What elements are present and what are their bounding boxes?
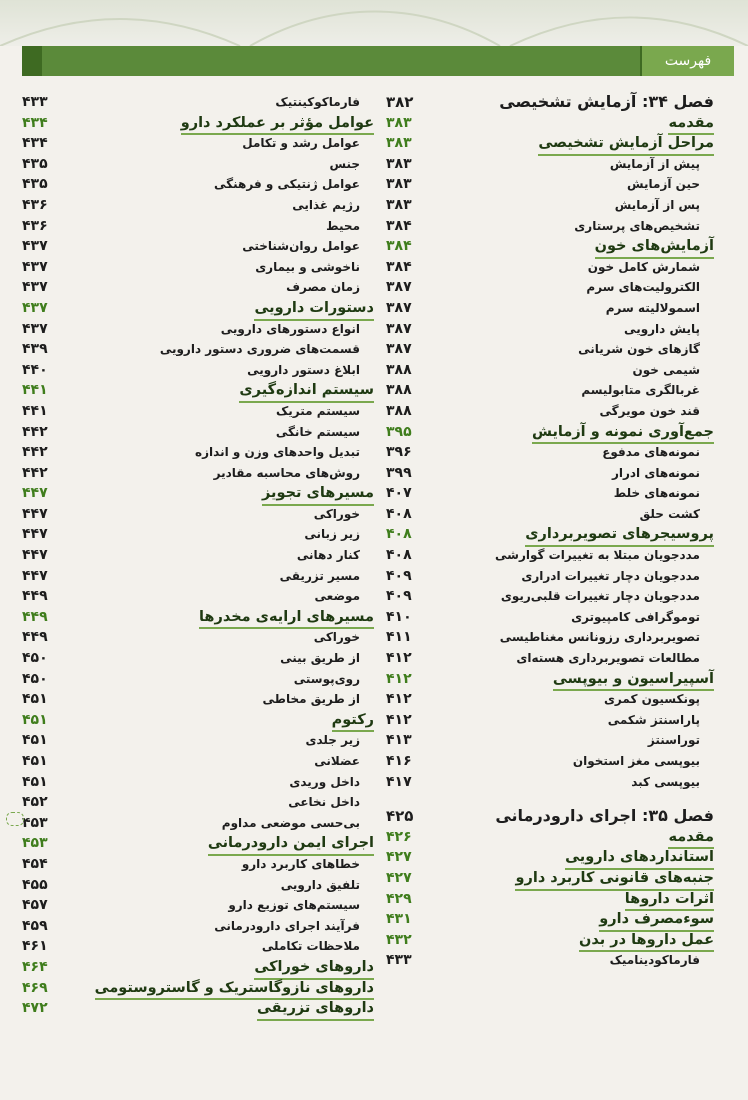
toc-page-number: ۴۵۹: [22, 917, 48, 934]
toc-entry-title: فرآیند اجرای دارودرمانی: [214, 918, 360, 933]
toc-entry-title: الکترولیت‌های سرم: [586, 280, 700, 295]
toc-page-number: ۴۳۷: [22, 320, 48, 337]
toc-entry-title: عوامل روان‌شناختی: [242, 239, 360, 254]
toc-page-number: ۴۱۲: [386, 670, 412, 687]
toc-item-row: [22, 854, 374, 875]
toc-page-number: ۴۳۷: [22, 238, 48, 255]
toc-item-row: [386, 401, 714, 422]
toc-entry-title: فارماکودینامیک: [609, 953, 700, 968]
toc-page-number: ۳۸۴: [386, 217, 412, 234]
toc-entry-title: تشخیص‌های پرستاری: [574, 218, 700, 233]
toc-page-number: ۴۱۲: [386, 691, 412, 708]
toc-item-row: [22, 504, 374, 525]
toc-page-number: ۴۱۳: [386, 732, 412, 749]
toc-page-number: ۴۵۱: [22, 773, 48, 790]
toc-section-row: [22, 380, 374, 401]
toc-item-row: [22, 648, 374, 669]
toc-entry-title: پایش دارویی: [624, 321, 700, 336]
toc-entry-title: استانداردهای دارویی: [565, 847, 714, 870]
toc-section-row: [386, 847, 714, 868]
toc-entry-title: داخل وریدی: [289, 774, 360, 789]
toc-entry-title: مددجویان دچار تغییرات ادراری: [521, 568, 700, 583]
toc-entry-title: مسیر تزریقی: [279, 568, 360, 583]
toc-entry-title: مسیرهای ارایه‌ی مخدرها: [199, 607, 374, 630]
toc-entry-title: عوامل ژنتیکی و فرهنگی: [214, 177, 360, 192]
toc-item-row: [386, 689, 714, 710]
toc-page-number: ۴۱۲: [386, 711, 412, 728]
toc-page-number: ۴۵۰: [22, 650, 48, 667]
toc-entry-title: سیستم خانگی: [275, 424, 360, 439]
toc-page-number: ۴۳۳: [386, 952, 412, 969]
toc-entry-title: مددجویان مبتلا به تغییرات گوارشی: [495, 548, 700, 563]
toc-entry-title: پیش از آزمایش: [609, 156, 700, 171]
toc-entry-title: پس از آزمایش: [614, 197, 700, 212]
toc-entry-title: پاراسنتز شکمی: [607, 712, 700, 727]
toc-page-number: ۴۰۷: [386, 485, 412, 502]
toc-section-row: [22, 607, 374, 628]
toc-entry-title: نمونه‌های مدفوع: [602, 445, 700, 460]
toc-section-row: [22, 957, 374, 978]
toc-item-row: [22, 133, 374, 154]
toc-section-row: [386, 930, 714, 951]
toc-section-row: [22, 978, 374, 999]
toc-page-number: ۴۰۹: [386, 567, 412, 584]
toc-page-number: ۴۷۲: [22, 1000, 48, 1017]
toc-page-number: ۴۴۰: [22, 361, 48, 378]
toc-page-number: ۳۸۴: [386, 238, 412, 255]
toc-section-row: [386, 524, 714, 545]
toc-page-number: ۴۲۹: [386, 890, 412, 907]
toc-page-number: ۳۸۳: [386, 114, 412, 131]
toc-entry-title: توموگرافی کامپیوتری: [571, 609, 700, 624]
toc-page-number: ۴۴۷: [22, 567, 48, 584]
toc-item-row: [386, 751, 714, 772]
toc-section-row: [22, 998, 374, 1019]
toc-page-number: ۴۱۲: [386, 650, 412, 667]
toc-item-row: [22, 257, 374, 278]
toc-entry-title: تصویربرداری رزونانس مغناطیسی: [499, 630, 700, 645]
toc-item-row: [22, 669, 374, 690]
toc-item-row: [386, 339, 714, 360]
page-title: فهرست: [664, 53, 712, 69]
toc-page-number: ۴۴۲: [22, 423, 48, 440]
toc-page-number: ۴۳۷: [22, 299, 48, 316]
toc-entry-title: پونکسیون کمری: [603, 692, 700, 707]
toc-section-row: [386, 133, 714, 154]
toc-page-number: ۴۴۹: [22, 588, 48, 605]
toc-entry-title: سیستم اندازه‌گیری: [239, 380, 374, 403]
toc-item-row: [22, 875, 374, 896]
toc-item-row: [22, 463, 374, 484]
toc-page-number: ۳۹۹: [386, 464, 412, 481]
toc-entry-title: عمل داروها در بدن: [579, 930, 714, 953]
toc-page-number: ۳۸۳: [386, 135, 412, 152]
toc-item-row: [22, 689, 374, 710]
toc-item-row: [22, 813, 374, 834]
toc-page-number: ۳۸۷: [386, 341, 412, 358]
margin-mark: [6, 812, 24, 826]
toc-page-number: ۴۶۹: [22, 979, 48, 996]
toc-page-number: ۴۵۳: [22, 835, 48, 852]
toc-page-number: ۳۸۷: [386, 279, 412, 296]
toc-entry-title: از طریق مخاطی: [262, 692, 360, 707]
toc-item-row: [386, 566, 714, 587]
toc-page-number: ۴۴۷: [22, 485, 48, 502]
toc-right-column: [386, 92, 714, 971]
toc-item-row: [386, 442, 714, 463]
toc-page-number: ۴۵۱: [22, 691, 48, 708]
toc-item-row: [386, 504, 714, 525]
toc-page-number: ۴۲۷: [386, 849, 412, 866]
toc-page-number: ۳۸۷: [386, 299, 412, 316]
toc-entry-title: زیر جلدی: [305, 733, 360, 748]
toc-entry-title: شیمی خون: [632, 362, 700, 377]
toc-entry-title: موضعی: [314, 589, 360, 604]
toc-entry-title: رژیم غذایی: [292, 197, 360, 212]
toc-section-row: [22, 483, 374, 504]
toc-page-number: ۴۰۹: [386, 588, 412, 605]
toc-entry-title: کنار دهانی: [296, 548, 360, 563]
toc-page-number: ۳۹۵: [386, 423, 412, 440]
toc-entry-title: مطالعات تصویربرداری هسته‌ای: [516, 651, 700, 666]
toc-section-row: [22, 710, 374, 731]
toc-page-number: ۳۸۷: [386, 320, 412, 337]
toc-item-row: [386, 730, 714, 751]
toc-entry-title: قند خون مویرگی: [599, 403, 700, 418]
toc-item-row: [386, 545, 714, 566]
toc-page-number: ۴۶۴: [22, 958, 48, 975]
toc-page-number: ۴۵۷: [22, 897, 48, 914]
toc-page-number: ۳۸۸: [386, 382, 412, 399]
toc-entry-title: زیر زبانی: [304, 527, 360, 542]
toc-entry-title: اسمولالیته سرم: [605, 300, 700, 315]
toc-entry-title: اثرات داروها: [625, 889, 714, 912]
toc-item-row: [22, 216, 374, 237]
toc-entry-title: خوراکی: [313, 630, 360, 645]
toc-page-number: ۳۸۳: [386, 176, 412, 193]
toc-item-row: [22, 277, 374, 298]
toc-section-row: [22, 113, 374, 134]
toc-item-row: [386, 607, 714, 628]
toc-page-number: ۳۸۸: [386, 402, 412, 419]
toc-item-row: [22, 936, 374, 957]
toc-section-row: [386, 909, 714, 930]
toc-item-row: [386, 319, 714, 340]
toc-page-number: ۴۲۷: [386, 869, 412, 886]
toc-entry-title: محیط: [326, 218, 360, 233]
toc-page-number: ۴۵۲: [22, 794, 48, 811]
toc-section-row: [386, 422, 714, 443]
toc-chapter-row: [386, 806, 714, 827]
toc-item-row: [22, 524, 374, 545]
header-title-box: [640, 46, 734, 76]
toc-page-number: ۴۳۵: [22, 176, 48, 193]
toc-entry-title: جنبه‌های قانونی کاربرد دارو: [515, 868, 714, 891]
toc-item-row: [22, 772, 374, 793]
toc-page-number: ۴۴۹: [22, 608, 48, 625]
toc-entry-title: آزمایش‌های خون: [595, 236, 714, 259]
toc-page-number: ۴۳۶: [22, 217, 48, 234]
toc-item-row: [386, 950, 714, 971]
toc-item-row: [22, 792, 374, 813]
toc-page-number: ۴۴۷: [22, 526, 48, 543]
toc-entry-title: کشت حلق: [639, 506, 700, 521]
toc-page-number: ۳۹۶: [386, 444, 412, 461]
toc-item-row: [22, 401, 374, 422]
toc-entry-title: توراسنتز: [647, 733, 700, 748]
toc-item-row: [386, 277, 714, 298]
toc-page-number: ۴۴۷: [22, 505, 48, 522]
toc-section-row: [22, 298, 374, 319]
toc-entry-title: اجرای ایمن دارودرمانی: [208, 833, 374, 856]
toc-item-row: [386, 586, 714, 607]
toc-page-number: ۳۸۲: [386, 93, 414, 111]
toc-item-row: [22, 236, 374, 257]
toc-item-row: [386, 463, 714, 484]
toc-page-number: ۴۴۲: [22, 464, 48, 481]
toc-page-number: ۴۵۱: [22, 753, 48, 769]
toc-item-row: [386, 648, 714, 669]
toc-page-number: ۴۴۱: [22, 402, 48, 419]
toc-item-row: [22, 319, 374, 340]
toc-item-row: [386, 483, 714, 504]
toc-spacer: [386, 792, 714, 806]
toc-entry-title: مقدمه: [668, 827, 714, 850]
toc-entry-title: ناخوشی و بیماری: [255, 259, 360, 274]
toc-page-number: ۴۱۶: [386, 753, 412, 769]
toc-item-row: [22, 586, 374, 607]
toc-entry-title: روی‌پوستی: [293, 671, 360, 686]
toc-page-number: ۴۵۱: [22, 732, 48, 749]
toc-entry-title: نمونه‌های خلط: [613, 486, 700, 501]
toc-entry-title: عوامل مؤثر بر عملکرد دارو: [181, 113, 374, 136]
toc-page-number: ۴۰۸: [386, 526, 412, 543]
toc-item-row: [22, 174, 374, 195]
toc-chapter-row: [386, 92, 714, 113]
toc-page-number: ۴۲۵: [386, 807, 414, 826]
toc-item-row: [22, 195, 374, 216]
toc-entry-title: ملاحظات تکاملی: [261, 939, 360, 954]
toc-item-row: [386, 360, 714, 381]
toc-item-row: [22, 92, 374, 113]
toc-entry-title: مقدمه: [668, 113, 714, 136]
toc-entry-title: بیوپسی کبد: [631, 774, 700, 789]
toc-page-number: ۴۳۱: [386, 911, 412, 928]
toc-section-row: [386, 113, 714, 134]
toc-entry-title: مراحل آزمایش تشخیصی: [538, 133, 714, 156]
toc-entry-title: خوراکی: [313, 506, 360, 521]
toc-item-row: [22, 442, 374, 463]
toc-section-row: [386, 669, 714, 690]
toc-entry-title: دستورات دارویی: [254, 298, 374, 321]
toc-page-number: ۴۵۰: [22, 670, 48, 687]
toc-item-row: [22, 422, 374, 443]
toc-page-number: ۴۳۴: [22, 114, 48, 131]
toc-page-number: ۴۶۱: [22, 938, 48, 955]
toc-entry-title: غربالگری متابولیسم: [581, 383, 700, 398]
toc-page-number: ۴۴۱: [22, 382, 48, 399]
header-bar: [22, 46, 734, 76]
toc-item-row: [22, 730, 374, 751]
toc-page-number: ۴۵۱: [22, 711, 48, 728]
toc-item-row: [22, 627, 374, 648]
toc-entry-title: زمان مصرف: [286, 280, 360, 295]
toc-page-number: ۴۳۴: [22, 135, 48, 152]
top-decoration: [0, 0, 748, 46]
toc-entry-title: قسمت‌های ضروری دستور دارویی: [159, 342, 360, 357]
toc-entry-title: رکتوم: [332, 710, 374, 733]
toc-item-row: [386, 174, 714, 195]
toc-entry-title: تلفیق دارویی: [280, 877, 360, 892]
toc-page-number: ۴۳۵: [22, 155, 48, 172]
toc-entry-title: حین آزمایش: [627, 177, 700, 192]
toc-page-number: ۳۸۴: [386, 258, 412, 275]
toc-entry-title: عوامل رشد و تکامل: [242, 136, 360, 151]
toc-item-row: [386, 257, 714, 278]
toc-section-row: [386, 236, 714, 257]
toc-entry-title: مسیرهای تجویز: [262, 483, 374, 506]
toc-entry-title: سیستم متریک: [276, 403, 360, 418]
toc-item-row: [386, 154, 714, 175]
toc-left-column: [22, 92, 374, 1019]
toc-page-number: ۴۳۶: [22, 196, 48, 213]
toc-entry-title: آسپیراسیون و بیوپسی: [553, 669, 714, 692]
toc-entry-title: داروهای نازوگاستریک و گاستروستومی: [95, 978, 374, 1001]
toc-entry-title: مددجویان دچار تغییرات قلبی‌ریوی: [500, 589, 700, 604]
toc-item-row: [22, 545, 374, 566]
toc-section-row: [22, 833, 374, 854]
toc-page-number: ۴۳۲: [386, 931, 412, 948]
toc-item-row: [386, 710, 714, 731]
toc-item-row: [386, 216, 714, 237]
toc-entry-title: از طریق بینی: [280, 651, 360, 666]
toc-entry-title: بی‌حسی موضعی مداوم: [221, 815, 360, 830]
toc-item-row: [22, 360, 374, 381]
toc-entry-title: فصل ۳۵: اجرای دارودرمانی: [495, 806, 714, 826]
toc-section-row: [386, 827, 714, 848]
toc-entry-title: شمارش کامل خون: [587, 259, 700, 274]
toc-item-row: [386, 772, 714, 793]
toc-entry-title: سیستم‌های توزیع دارو: [228, 898, 360, 913]
toc-entry-title: فصل ۳۴: آزمایش تشخیصی: [499, 92, 714, 111]
toc-page-number: ۴۳۳: [22, 94, 48, 110]
toc-page-number: ۴۳۷: [22, 258, 48, 275]
toc-item-row: [386, 298, 714, 319]
toc-page-number: ۴۰۸: [386, 547, 412, 564]
toc-page-number: ۴۱۷: [386, 773, 412, 790]
toc-entry-title: داخل نخاعی: [288, 795, 360, 810]
toc-entry-title: بیوپسی مغز استخوان: [572, 754, 700, 768]
toc-entry-title: گازهای خون شریانی: [578, 342, 700, 357]
toc-page-number: ۴۵۵: [22, 876, 48, 893]
toc-entry-title: ابلاغ دستور دارویی: [247, 362, 360, 377]
toc-item-row: [22, 751, 374, 772]
toc-item-row: [22, 154, 374, 175]
toc-page-number: ۴۵۳: [22, 814, 48, 831]
toc-item-row: [22, 339, 374, 360]
toc-page-number: ۴۴۷: [22, 547, 48, 564]
toc-entry-title: روش‌های محاسبه مقادیر: [213, 465, 360, 480]
toc-entry-title: پروسیجرهای تصویربرداری: [525, 524, 714, 547]
toc-entry-title: عضلانی: [314, 754, 360, 768]
toc-entry-title: تبدیل واحدهای وزن و اندازه: [195, 445, 360, 460]
toc-page-number: ۴۱۱: [386, 629, 412, 646]
toc-section-row: [386, 889, 714, 910]
toc-page-number: ۴۰۸: [386, 505, 412, 522]
toc-item-row: [22, 566, 374, 587]
toc-entry-title: فارماکوکینتیک: [275, 95, 360, 109]
toc-page-number: ۴۵۴: [22, 855, 48, 872]
toc-page-number: ۴۳۷: [22, 279, 48, 296]
toc-item-row: [22, 895, 374, 916]
toc-entry-title: انواع دستورهای دارویی: [220, 321, 360, 336]
toc-entry-title: نمونه‌های ادرار: [611, 465, 700, 480]
toc-item-row: [386, 195, 714, 216]
toc-item-row: [22, 916, 374, 937]
toc-item-row: [386, 380, 714, 401]
toc-page-number: ۳۸۳: [386, 196, 412, 213]
toc-page-number: ۳۸۸: [386, 361, 412, 378]
toc-entry-title: جمع‌آوری نمونه و آزمایش: [532, 422, 714, 445]
toc-entry-title: سوء‌مصرف دارو: [599, 909, 714, 932]
header-corner-mark: [22, 46, 42, 76]
toc-entry-title: داروهای تزریقی: [257, 998, 374, 1021]
toc-page-number: ۴۴۲: [22, 444, 48, 461]
toc-entry-title: جنس: [329, 156, 360, 171]
toc-page-number: ۴۱۰: [386, 608, 412, 625]
toc-entry-title: خطاهای کاربرد دارو: [241, 856, 360, 871]
toc-section-row: [386, 868, 714, 889]
toc-page-number: ۴۳۹: [22, 341, 48, 358]
toc-page-number: ۴۴۹: [22, 629, 48, 646]
toc-page-number: ۳۸۳: [386, 155, 412, 172]
toc-page-number: ۴۲۶: [386, 828, 412, 845]
toc-item-row: [386, 627, 714, 648]
toc-entry-title: داروهای خوراکی: [254, 957, 374, 980]
